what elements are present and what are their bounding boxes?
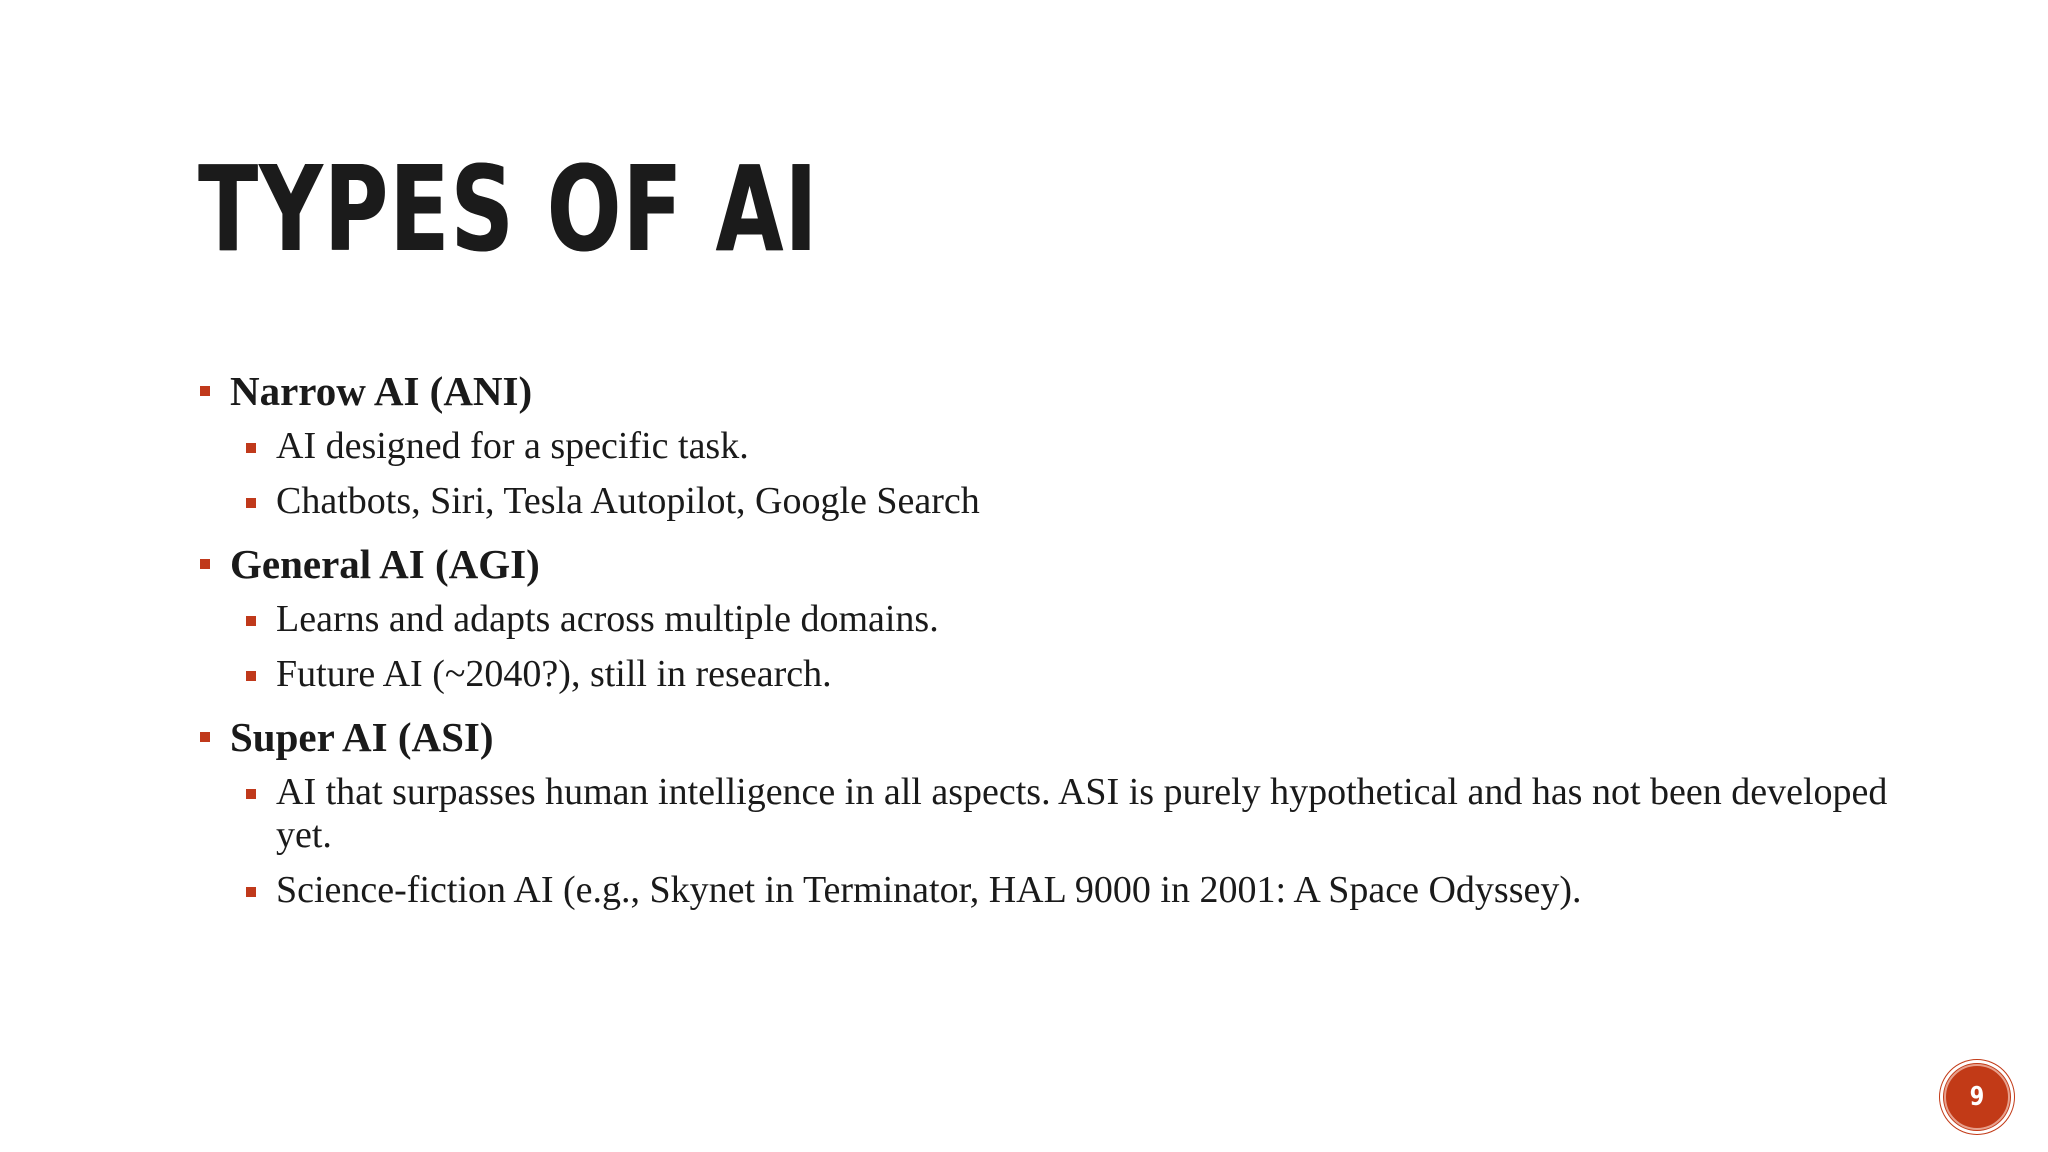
bullet-list (198, 364, 1898, 926)
square-bullet-icon (246, 498, 256, 508)
square-bullet-icon (246, 443, 256, 453)
square-bullet-icon (246, 616, 256, 626)
section-heading (198, 710, 1898, 764)
section-heading-text: General AI (AGI) (230, 541, 540, 587)
section-super-ai (198, 710, 1898, 912)
section-heading (198, 364, 1898, 418)
square-bullet-icon (200, 732, 210, 742)
sub-bullet (198, 653, 1898, 696)
sub-bullet (198, 598, 1898, 641)
sub-bullet-text: Science-fiction AI (e.g., Skynet in Terminator, HAL 9000 in 2001: A Space Odyssey). (276, 869, 1582, 911)
square-bullet-icon (246, 671, 256, 681)
section-narrow-ai (198, 364, 1898, 523)
sub-bullet-text: Future AI (~2040?), still in research. (276, 653, 832, 695)
square-bullet-icon (246, 789, 256, 799)
section-heading-text: Narrow AI (ANI) (230, 368, 533, 414)
square-bullet-icon (200, 386, 210, 396)
section-heading-text: Super AI (ASI) (230, 714, 494, 760)
section-heading (198, 537, 1898, 591)
sub-bullet-text: Chatbots, Siri, Tesla Autopilot, Google Search (276, 480, 980, 522)
sub-bullet-text: AI that surpasses human intelligence in all aspects. ASI is purely hypothetical and has not been developed yet. (276, 771, 1888, 856)
sub-bullet (198, 771, 1898, 857)
square-bullet-icon (246, 887, 256, 897)
sub-bullet-text: AI designed for a specific task. (276, 425, 749, 467)
sub-bullet (198, 425, 1898, 468)
section-general-ai (198, 537, 1898, 696)
page-number: 9 (1969, 1082, 1985, 1112)
sub-bullet-text: Learns and adapts across multiple domains. (276, 598, 939, 640)
square-bullet-icon (200, 559, 210, 569)
sub-bullet (198, 480, 1898, 523)
sub-bullet (198, 869, 1898, 912)
page-number-badge (1940, 1060, 2014, 1134)
slide-title: TYPES OF AI (198, 140, 819, 278)
